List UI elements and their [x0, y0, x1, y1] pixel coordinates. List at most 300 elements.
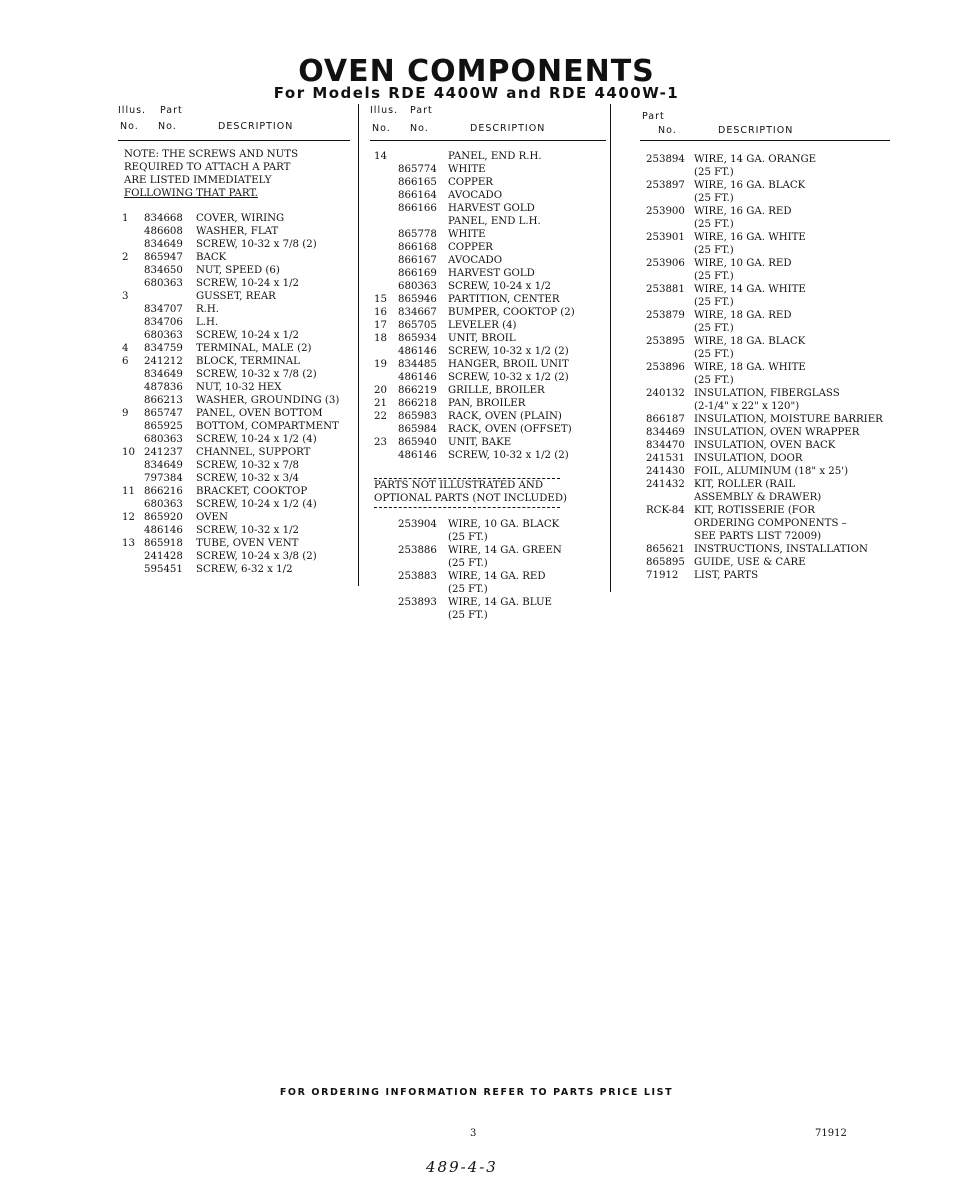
part-number: 865774 — [398, 164, 437, 175]
illus-number: 19 — [374, 359, 387, 370]
part-number: 865984 — [398, 424, 437, 435]
part-number: 241428 — [144, 551, 183, 562]
part-description: WIRE, 14 GA. BLUE — [448, 597, 552, 608]
table-row — [118, 251, 350, 264]
part-description: AVOCADO — [448, 255, 503, 266]
part-number: RCK-84 — [646, 505, 685, 516]
table-row — [370, 345, 606, 358]
optional-parts-list — [370, 518, 606, 622]
table-row — [118, 290, 350, 303]
part-description: INSULATION, DOOR — [694, 453, 803, 464]
part-number: 680363 — [398, 281, 437, 292]
part-number: 253879 — [646, 310, 685, 321]
part-description: GUSSET, REAR — [196, 291, 276, 302]
part-number: 253883 — [398, 571, 437, 582]
table-row — [370, 371, 606, 384]
table-row-continued — [370, 557, 606, 570]
part-description: WIRE, 18 GA. RED — [694, 310, 792, 321]
middle-parts-list — [370, 150, 606, 462]
illus-number: 9 — [122, 408, 129, 419]
part-number: 680363 — [144, 499, 183, 510]
part-description: PANEL, OVEN BOTTOM — [196, 408, 323, 419]
left-column — [118, 104, 350, 576]
table-row — [118, 212, 350, 225]
table-row — [118, 537, 350, 550]
table-row — [370, 228, 606, 241]
table-row — [118, 225, 350, 238]
part-description-detail: (25 FT.) — [694, 297, 734, 308]
part-number: 680363 — [144, 434, 183, 445]
part-number: 865895 — [646, 557, 685, 568]
part-description: SCREW, 10-32 x 3/4 — [196, 473, 300, 484]
part-number: 865925 — [144, 421, 183, 432]
part-description: COPPER — [448, 242, 493, 253]
part-description: FOIL, ALUMINUM (18" x 25') — [694, 466, 849, 477]
part-description: KIT, ROLLER (RAIL — [694, 479, 796, 490]
column-divider-right — [610, 104, 611, 592]
part-number: 865705 — [398, 320, 437, 331]
screws-note: NOTE: THE SCREWS AND NUTS REQUIRED TO ATTACH A PART ARE LISTED IMMEDIATELY FOLLOWING THAT PART. — [124, 149, 299, 199]
part-description: COVER, WIRING — [196, 213, 285, 224]
right-column — [640, 104, 890, 582]
header-description: DESCRIPTION — [718, 125, 794, 136]
table-row-continued — [640, 270, 890, 283]
table-row — [640, 478, 890, 491]
part-number: 241430 — [646, 466, 685, 477]
table-row — [118, 407, 350, 420]
table-row-continued — [370, 583, 606, 596]
table-row — [370, 423, 606, 436]
table-row-continued — [640, 491, 890, 504]
header-no: No. — [658, 125, 677, 136]
table-row — [640, 283, 890, 296]
table-row — [370, 384, 606, 397]
table-row — [640, 465, 890, 478]
table-row — [640, 556, 890, 569]
header-no: No. — [372, 123, 391, 134]
part-description-detail: (25 FT.) — [694, 349, 734, 360]
part-number: 241432 — [646, 479, 685, 490]
part-description: WASHER, FLAT — [196, 226, 279, 237]
illus-number: 15 — [374, 294, 387, 305]
table-row — [118, 342, 350, 355]
table-row — [118, 498, 350, 511]
part-description: SCREW, 10-24 x 1/2 — [196, 330, 300, 341]
part-description: SCREW, 10-32 x 7/8 — [196, 460, 300, 471]
part-description: PARTITION, CENTER — [448, 294, 560, 305]
part-number: 866167 — [398, 255, 437, 266]
part-number: 865946 — [398, 294, 437, 305]
right-column-header — [640, 104, 890, 142]
header-description: DESCRIPTION — [470, 123, 546, 134]
table-row — [118, 355, 350, 368]
table-row — [118, 550, 350, 563]
table-row-continued — [640, 400, 890, 413]
part-number: 834668 — [144, 213, 183, 224]
part-number: 486146 — [398, 372, 437, 383]
part-description: BUMPER, COOKTOP (2) — [448, 307, 575, 318]
table-row — [118, 303, 350, 316]
part-number: 866169 — [398, 268, 437, 279]
part-description: SEE PARTS LIST 72009) — [694, 531, 822, 542]
table-row — [370, 436, 606, 449]
part-description-detail: (25 FT.) — [448, 610, 488, 621]
table-row — [370, 306, 606, 319]
part-number: 680363 — [144, 330, 183, 341]
table-row — [118, 368, 350, 381]
table-row — [118, 563, 350, 576]
part-number: 253881 — [646, 284, 685, 295]
part-number: 253897 — [646, 180, 685, 191]
table-row — [640, 257, 890, 270]
table-row — [118, 446, 350, 459]
illus-number: 21 — [374, 398, 387, 409]
page-number: 3 — [470, 1128, 477, 1139]
part-description: WIRE, 10 GA. RED — [694, 258, 792, 269]
part-number: 487836 — [144, 382, 183, 393]
part-number: 866187 — [646, 414, 685, 425]
part-description-detail: (25 FT.) — [694, 219, 734, 230]
illus-number: 6 — [122, 356, 129, 367]
part-description: BACK — [196, 252, 227, 263]
table-row — [640, 452, 890, 465]
header-part: Part — [410, 105, 433, 116]
table-row — [640, 205, 890, 218]
part-description: LEVELER (4) — [448, 320, 517, 331]
part-description: PAN, BROILER — [448, 398, 526, 409]
table-row — [118, 459, 350, 472]
table-row — [370, 176, 606, 189]
part-number: 834485 — [398, 359, 437, 370]
part-description: BLOCK, TERMINAL — [196, 356, 300, 367]
part-number: 866168 — [398, 242, 437, 253]
part-number: 486146 — [398, 450, 437, 461]
part-number: 865621 — [646, 544, 685, 555]
part-description-detail: (25 FT.) — [694, 245, 734, 256]
part-number: 866218 — [398, 398, 437, 409]
part-description: UNIT, BROIL — [448, 333, 516, 344]
document-number: 71912 — [815, 1128, 847, 1139]
part-description: HARVEST GOLD — [448, 203, 535, 214]
part-number: 240132 — [646, 388, 685, 399]
part-number: 680363 — [144, 278, 183, 289]
part-number: 241237 — [144, 447, 183, 458]
illus-number: 4 — [122, 343, 129, 354]
part-number: 865918 — [144, 538, 183, 549]
middle-column-header — [370, 104, 606, 142]
part-description: WHITE — [448, 229, 486, 240]
table-row-continued — [370, 609, 606, 622]
part-number: 253886 — [398, 545, 437, 556]
part-description: KIT, ROTISSERIE (FOR — [694, 505, 815, 516]
part-number: 866165 — [398, 177, 437, 188]
part-description-detail: (25 FT.) — [448, 584, 488, 595]
part-description: INSULATION, FIBERGLASS — [694, 388, 840, 399]
part-number: 866219 — [398, 385, 437, 396]
part-description: SCREW, 10-32 x 1/2 (2) — [448, 372, 569, 383]
table-row — [370, 293, 606, 306]
part-description: WIRE, 14 GA. RED — [448, 571, 546, 582]
table-row — [118, 524, 350, 537]
right-parts-list — [640, 153, 890, 582]
illus-number: 14 — [374, 151, 387, 162]
table-row — [370, 319, 606, 332]
header-illus: Illus. — [370, 105, 399, 116]
table-row — [640, 569, 890, 582]
table-row — [118, 394, 350, 407]
middle-column — [370, 104, 606, 622]
illus-number: 23 — [374, 437, 387, 448]
column-divider-left — [358, 104, 359, 586]
illus-number: 22 — [374, 411, 387, 422]
part-number: 253893 — [398, 597, 437, 608]
table-row — [118, 277, 350, 290]
part-number: 834649 — [144, 239, 183, 250]
part-description: ASSEMBLY & DRAWER) — [694, 492, 822, 503]
table-row-continued — [640, 192, 890, 205]
illus-number: 2 — [122, 252, 129, 263]
part-description: WHITE — [448, 164, 486, 175]
table-row — [370, 544, 606, 557]
part-number: 834470 — [646, 440, 685, 451]
part-description: BOTTOM, COMPARTMENT — [196, 421, 339, 432]
part-description: NUT, SPEED (6) — [196, 265, 280, 276]
table-row — [640, 504, 890, 517]
table-row — [370, 449, 606, 462]
illus-number: 3 — [122, 291, 129, 302]
part-number: 834649 — [144, 369, 183, 380]
part-description: L.H. — [196, 317, 219, 328]
part-description: BRACKET, COOKTOP — [196, 486, 308, 497]
part-number: 253896 — [646, 362, 685, 373]
header-part: Part — [642, 111, 665, 122]
part-description: WIRE, 14 GA. ORANGE — [694, 154, 817, 165]
part-description-detail: (25 FT.) — [694, 323, 734, 334]
table-row — [370, 570, 606, 583]
header-no: No. — [120, 121, 139, 132]
part-number: 866166 — [398, 203, 437, 214]
part-description-detail: (2-1/4" x 22" x 120") — [694, 401, 800, 412]
part-description-detail: (25 FT.) — [448, 558, 488, 569]
table-row — [640, 335, 890, 348]
illus-number: 12 — [122, 512, 135, 523]
illus-number: 10 — [122, 447, 135, 458]
part-description: AVOCADO — [448, 190, 503, 201]
table-row — [118, 329, 350, 342]
illus-number: 18 — [374, 333, 387, 344]
part-number: 865747 — [144, 408, 183, 419]
part-description: ORDERING COMPONENTS – — [694, 518, 847, 529]
illus-number: 11 — [122, 486, 135, 497]
table-row — [640, 231, 890, 244]
table-row-continued — [640, 530, 890, 543]
table-row — [370, 518, 606, 531]
table-row — [370, 254, 606, 267]
part-number: 865934 — [398, 333, 437, 344]
table-row — [118, 316, 350, 329]
part-number: 253904 — [398, 519, 437, 530]
table-row — [370, 596, 606, 609]
table-row — [370, 332, 606, 345]
part-number: 486146 — [398, 346, 437, 357]
part-description-detail: (25 FT.) — [448, 532, 488, 543]
table-row — [370, 189, 606, 202]
part-description: HANGER, BROIL UNIT — [448, 359, 569, 370]
header-part: Part — [160, 105, 183, 116]
table-row — [640, 179, 890, 192]
table-row — [370, 280, 606, 293]
part-description: WIRE, 10 GA. BLACK — [448, 519, 560, 530]
part-number: 253901 — [646, 232, 685, 243]
illus-number: 17 — [374, 320, 387, 331]
table-row — [118, 264, 350, 277]
part-number: 865947 — [144, 252, 183, 263]
table-row-continued — [640, 322, 890, 335]
part-number: 865940 — [398, 437, 437, 448]
part-description: SCREW, 10-24 x 1/2 — [448, 281, 552, 292]
part-number: 834707 — [144, 304, 183, 315]
part-number: 866164 — [398, 190, 437, 201]
illus-number: 13 — [122, 538, 135, 549]
part-description: WIRE, 14 GA. WHITE — [694, 284, 806, 295]
illus-number: 20 — [374, 385, 387, 396]
table-row-continued — [640, 244, 890, 257]
part-description: GUIDE, USE & CARE — [694, 557, 806, 568]
part-number: 253894 — [646, 154, 685, 165]
table-row — [118, 381, 350, 394]
table-row-continued — [640, 348, 890, 361]
part-number: 865778 — [398, 229, 437, 240]
part-number: 797384 — [144, 473, 183, 484]
part-description: WIRE, 18 GA. WHITE — [694, 362, 806, 373]
table-row — [640, 426, 890, 439]
part-description-detail: (25 FT.) — [694, 167, 734, 178]
part-description: SCREW, 10-32 x 1/2 (2) — [448, 346, 569, 357]
left-column-header — [118, 104, 350, 142]
part-description: WASHER, GROUNDING (3) — [196, 395, 340, 406]
part-number: 241212 — [144, 356, 183, 367]
part-number: 253895 — [646, 336, 685, 347]
part-number: 865983 — [398, 411, 437, 422]
part-number: 866216 — [144, 486, 183, 497]
table-row — [118, 238, 350, 251]
part-description: SCREW, 10-32 x 1/2 — [196, 525, 300, 536]
table-row-continued — [640, 517, 890, 530]
part-number: 834759 — [144, 343, 183, 354]
table-row — [118, 472, 350, 485]
table-row — [118, 511, 350, 524]
part-number: 71912 — [646, 570, 679, 581]
header-description: DESCRIPTION — [218, 121, 294, 132]
table-row — [118, 485, 350, 498]
part-description: SCREW, 10-24 x 1/2 (4) — [196, 434, 317, 445]
part-description: INSULATION, OVEN BACK — [694, 440, 836, 451]
part-description: NUT, 10-32 HEX — [196, 382, 282, 393]
part-description-detail: (25 FT.) — [694, 375, 734, 386]
part-description: PANEL, END R.H. — [448, 151, 542, 162]
part-description: UNIT, BAKE — [448, 437, 512, 448]
part-description: COPPER — [448, 177, 493, 188]
header-illus: Illus. — [118, 105, 147, 116]
part-number: 834469 — [646, 427, 685, 438]
part-description: TERMINAL, MALE (2) — [196, 343, 312, 354]
part-description: R.H. — [196, 304, 220, 315]
table-row — [640, 439, 890, 452]
part-number: 253906 — [646, 258, 685, 269]
part-description: RACK, OVEN (PLAIN) — [448, 411, 562, 422]
header-no: No. — [410, 123, 429, 134]
ordering-footer: FOR ORDERING INFORMATION REFER TO PARTS PRICE LIST — [279, 1087, 674, 1098]
illus-number: 16 — [374, 307, 387, 318]
table-row-continued — [640, 218, 890, 231]
table-row — [118, 420, 350, 433]
part-description: WIRE, 14 GA. GREEN — [448, 545, 562, 556]
table-row — [370, 358, 606, 371]
part-description: WIRE, 18 GA. BLACK — [694, 336, 806, 347]
table-row — [370, 241, 606, 254]
table-row — [118, 433, 350, 446]
part-description-detail: (25 FT.) — [694, 193, 734, 204]
part-description: WIRE, 16 GA. WHITE — [694, 232, 806, 243]
part-description: CHANNEL, SUPPORT — [196, 447, 311, 458]
part-number: 253900 — [646, 206, 685, 217]
table-row — [370, 202, 606, 215]
part-description: GRILLE, BROILER — [448, 385, 545, 396]
part-description: LIST, PARTS — [694, 570, 759, 581]
part-description: SCREW, 10-32 x 7/8 (2) — [196, 369, 317, 380]
part-description-detail: (25 FT.) — [694, 271, 734, 282]
part-description: SCREW, 10-24 x 1/2 — [196, 278, 300, 289]
part-description: WIRE, 16 GA. BLACK — [694, 180, 806, 191]
table-row — [640, 309, 890, 322]
handwritten-note: 489-4-3 — [426, 1158, 498, 1176]
part-description: SCREW, 6-32 x 1/2 — [196, 564, 293, 575]
table-row-continued — [370, 531, 606, 544]
header-no: No. — [158, 121, 177, 132]
part-number: 241531 — [646, 453, 685, 464]
illus-number: 1 — [122, 213, 129, 224]
part-description: INSULATION, MOISTURE BARRIER — [694, 414, 883, 425]
table-row-continued — [640, 296, 890, 309]
part-description: SCREW, 10-24 x 3/8 (2) — [196, 551, 317, 562]
part-description: SCREW, 10-32 x 1/2 (2) — [448, 450, 569, 461]
not-illustrated-heading: PARTS NOT ILLUSTRATED AND OPTIONAL PARTS (NOT INCLUDED) — [374, 478, 606, 508]
part-description: TUBE, OVEN VENT — [196, 538, 299, 549]
part-number: 834706 — [144, 317, 183, 328]
table-row-continued — [640, 166, 890, 179]
table-row — [640, 361, 890, 374]
table-row — [640, 387, 890, 400]
part-description: PANEL, END L.H. — [448, 216, 541, 227]
part-number: 834667 — [398, 307, 437, 318]
part-number: 486608 — [144, 226, 183, 237]
table-row — [370, 215, 606, 228]
part-description: OVEN — [196, 512, 228, 523]
part-number: 834649 — [144, 460, 183, 471]
part-number: 486146 — [144, 525, 183, 536]
part-number: 595451 — [144, 564, 183, 575]
table-row — [370, 397, 606, 410]
part-description: SCREW, 10-24 x 1/2 (4) — [196, 499, 317, 510]
table-row-continued — [640, 374, 890, 387]
table-row — [640, 543, 890, 556]
part-description: INSTRUCTIONS, INSTALLATION — [694, 544, 868, 555]
part-description: INSULATION, OVEN WRAPPER — [694, 427, 860, 438]
part-description: RACK, OVEN (OFFSET) — [448, 424, 572, 435]
table-row — [370, 163, 606, 176]
part-number: 834650 — [144, 265, 183, 276]
table-row — [640, 153, 890, 166]
